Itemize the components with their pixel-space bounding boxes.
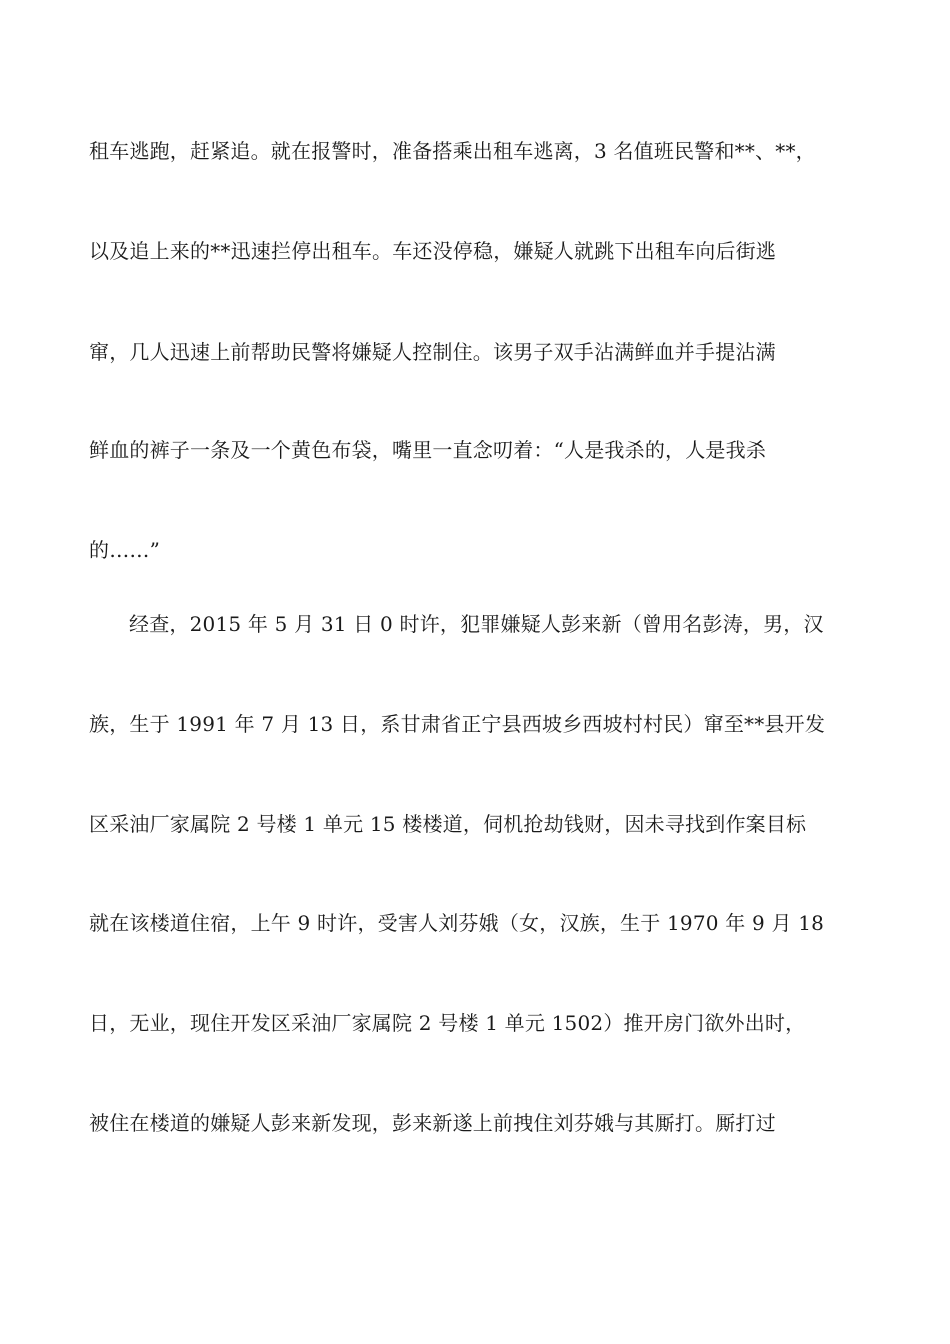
text-line: 族，生于 1991 年 7 月 13 日，系甘肃省正宁县西坡乡西坡村村民）窜至**县开发 <box>89 712 826 736</box>
text-line: 日，无业，现住开发区采油厂家属院 2 号楼 1 单元 1502）推开房门欲外出时， <box>89 1011 806 1035</box>
text-line: 鲜血的裤子一条及一个黄色布袋，嘴里一直念叨着：“人是我杀的，人是我杀 <box>89 438 767 462</box>
text-line: 窜，几人迅速上前帮助民警将嫌疑人控制住。该男子双手沾满鲜血并手提沾满 <box>89 340 776 364</box>
text-line: 以及追上来的**迅速拦停出租车。车还没停稳，嫌疑人就跳下出租车向后街逃 <box>89 239 776 263</box>
text-line: 被住在楼道的嫌疑人彭来新发现，彭来新遂上前拽住刘芬娥与其厮打。厮打过 <box>89 1111 776 1135</box>
text-line: 区采油厂家属院 2 号楼 1 单元 15 楼楼道，伺机抢劫钱财，因未寻找到作案目标 <box>89 812 807 836</box>
paragraph-first-line: 经查，2015 年 5 月 31 日 0 时许，犯罪嫌疑人彭来新（曾用名彭涛，男，汉 <box>129 612 824 636</box>
text-line: 的……” <box>89 538 161 562</box>
text-line: 就在该楼道住宿，上午 9 时许，受害人刘芬娥（女，汉族，生于 1970 年 9 月 18 <box>89 911 825 935</box>
text-line: 租车逃跑，赶紧追。就在报警时，准备搭乘出租车逃离，3 名值班民警和**、**， <box>89 139 816 163</box>
